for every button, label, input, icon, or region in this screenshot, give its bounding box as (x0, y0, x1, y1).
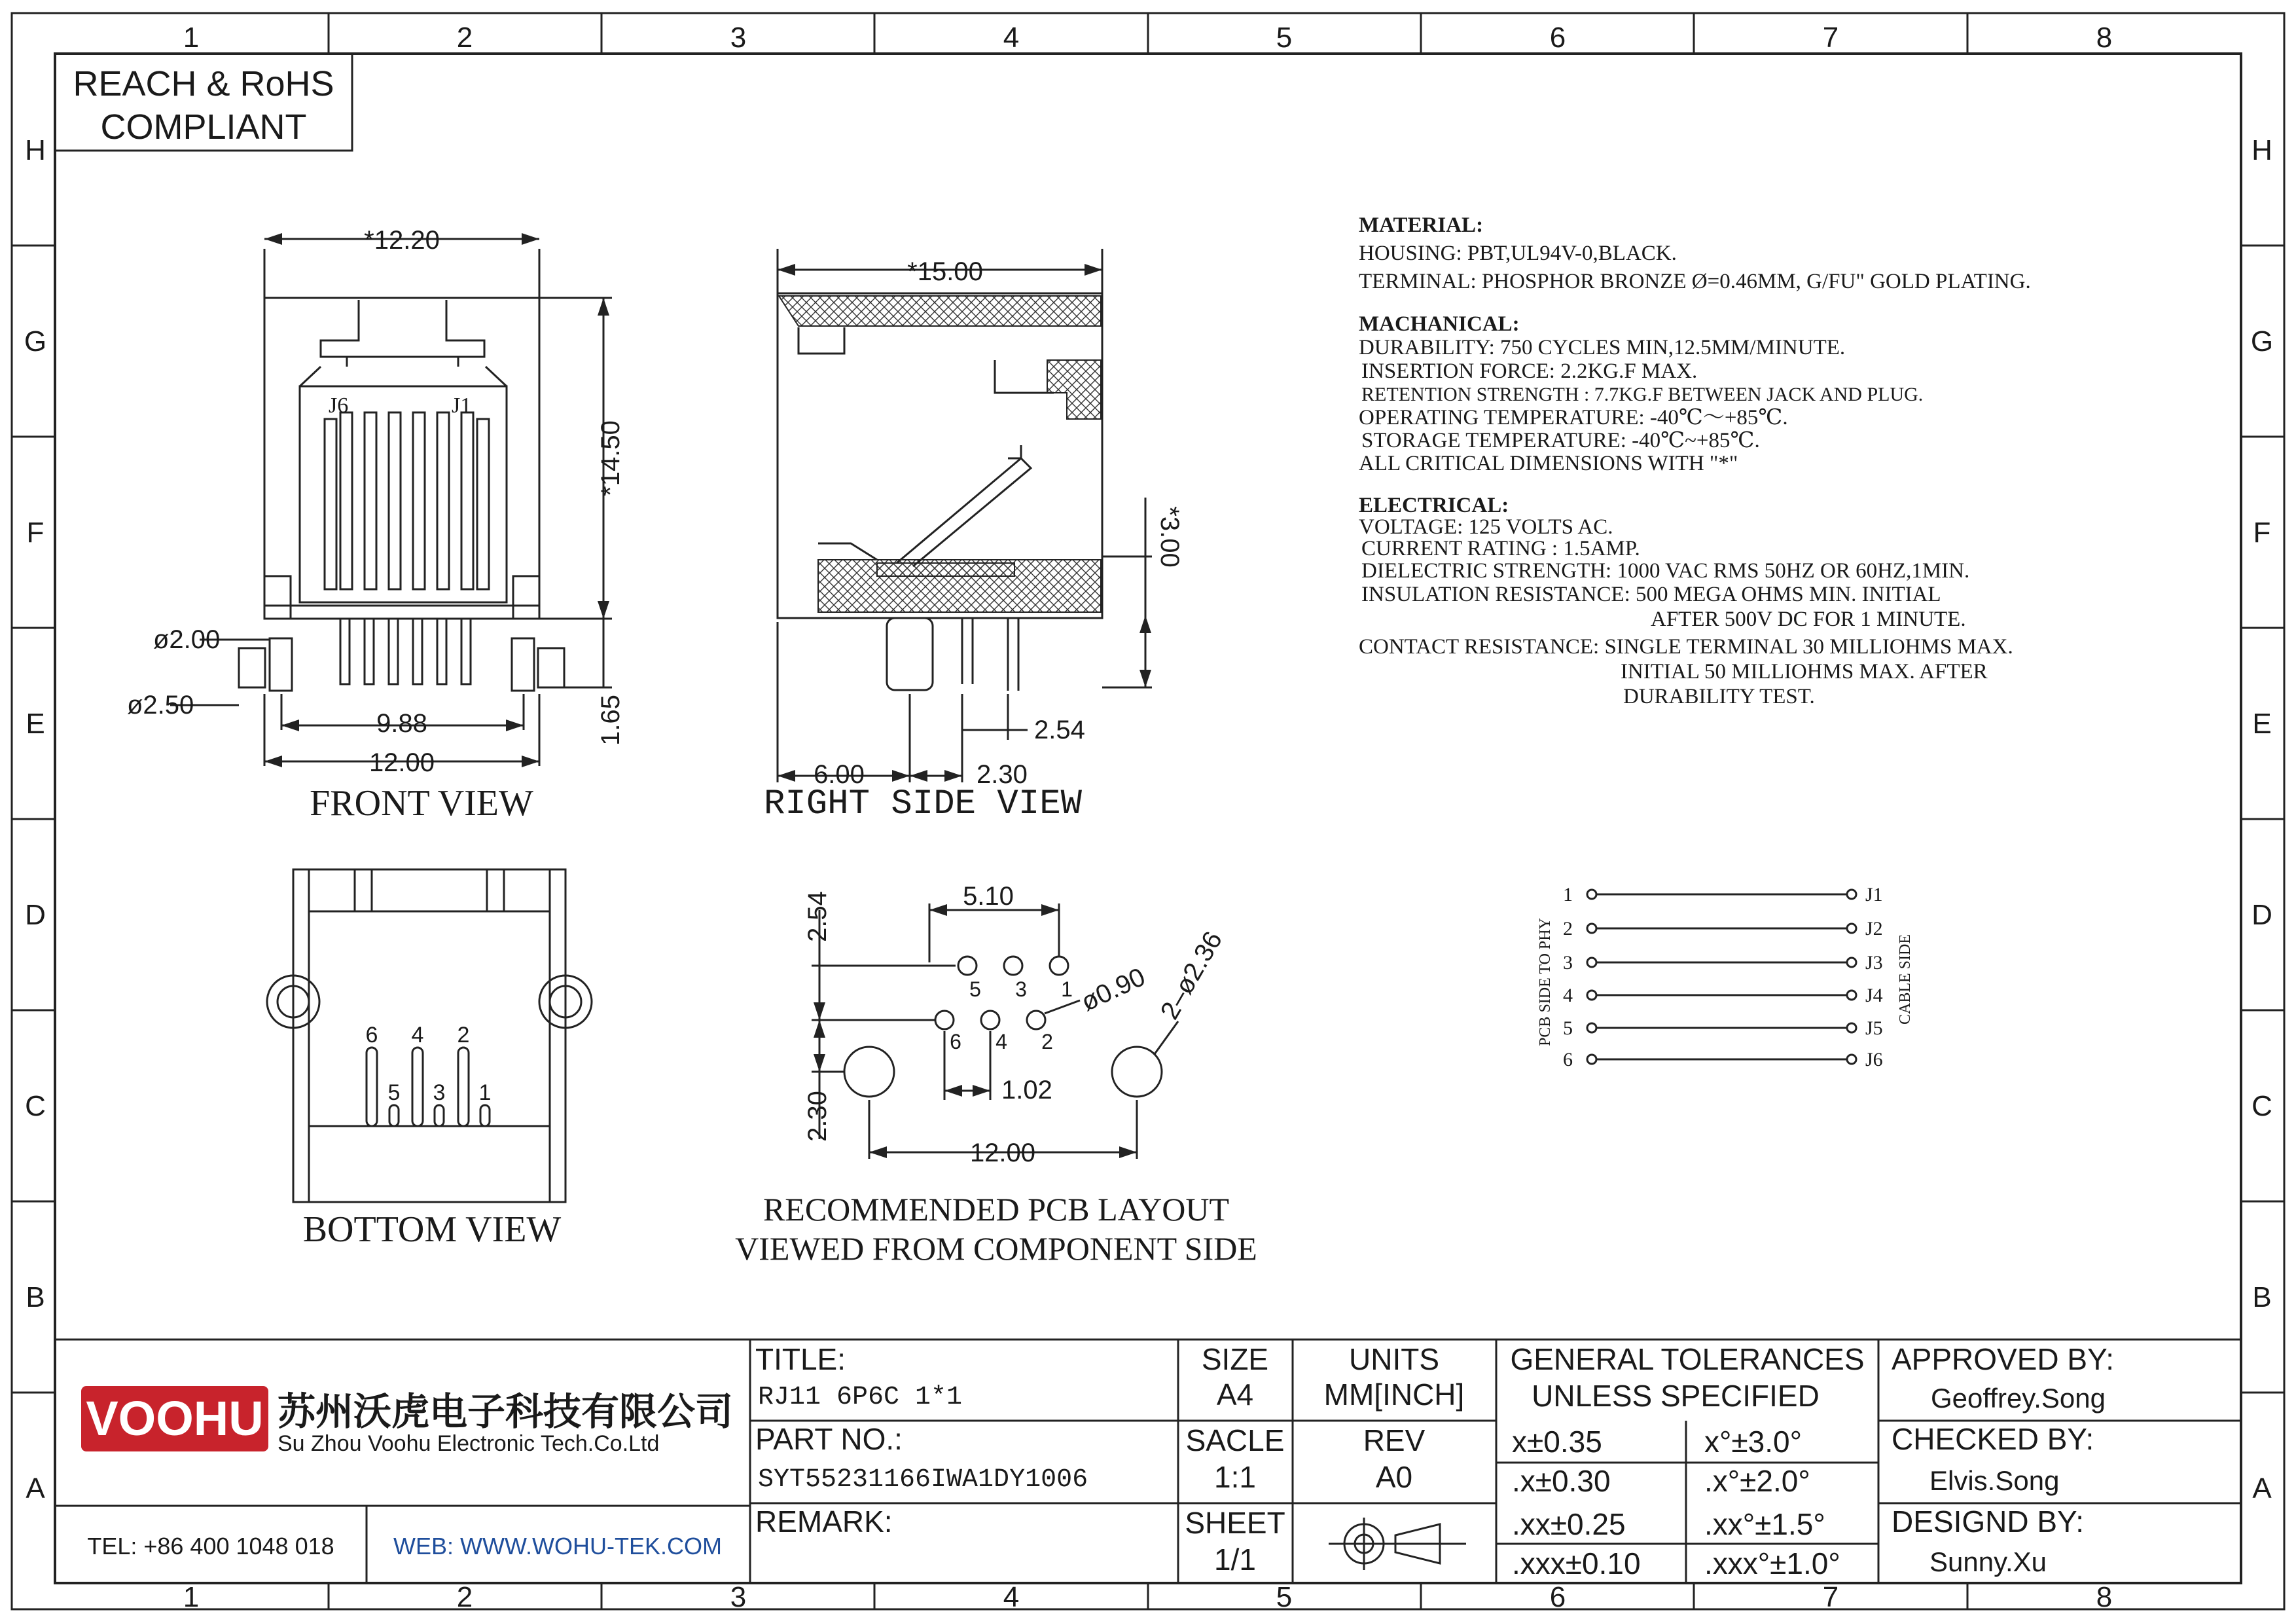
row-label: B (2252, 1281, 2272, 1313)
col-label: 7 (1822, 22, 1839, 54)
spec-line: RETENTION STRENGTH : 7.7KG.F BETWEEN JACK AND PLUG. (1361, 384, 1924, 405)
bottom-pin-label: 2 (457, 1023, 470, 1048)
company-logo-text: VOOHU (86, 1391, 264, 1446)
tol-heading2: UNLESS SPECIFIED (1532, 1379, 1820, 1413)
pcb-layout-title1: RECOMMENDED PCB LAYOUT (762, 1191, 1230, 1228)
side-dim-width: *15.00 (907, 257, 983, 286)
side-dim-b: 6.00 (814, 760, 865, 789)
spec-line: INSULATION RESISTANCE: 500 MEGA OHMS MIN. INITIAL (1361, 583, 1941, 606)
tol-linear: .x±0.30 (1512, 1464, 1611, 1498)
front-pin-left: J6 (329, 393, 349, 418)
designed-label: DESIGND BY: (1892, 1504, 2084, 1539)
front-dim-d1: ø2.00 (153, 625, 221, 654)
pcb-dim-mount: 2–ø2.36 (1155, 926, 1229, 1025)
wire-left-pin: 5 (1563, 1017, 1573, 1039)
pcb-dim-hole: ø0.90 (1077, 962, 1150, 1017)
row-label: G (24, 325, 47, 357)
tol-linear: .xx±0.25 (1512, 1507, 1626, 1541)
col-label: 2 (456, 1581, 473, 1613)
designed-value: Sunny.Xu (1929, 1546, 2047, 1577)
rev-value: A0 (1375, 1460, 1413, 1494)
spec-heading: MATERIAL: (1359, 213, 1484, 237)
wire-left-pin: 2 (1563, 918, 1573, 939)
sheet-label: SHEET (1185, 1506, 1285, 1540)
front-contacts (325, 412, 489, 684)
wire-right-label: CABLE SIDE (1897, 934, 1914, 1025)
wire-left-pin: 3 (1563, 952, 1573, 974)
row-label: C (2251, 1090, 2272, 1122)
spec-line: VOLTAGE: 125 VOLTS AC. (1359, 515, 1613, 539)
size-value: A4 (1216, 1377, 1254, 1412)
col-label: 1 (183, 1581, 200, 1613)
bottom-pin-label: 4 (411, 1023, 424, 1048)
tol-angular: .x°±2.0° (1704, 1464, 1810, 1498)
wire-left-pin: 4 (1563, 985, 1573, 1006)
projection-symbol-icon (1329, 1518, 1466, 1570)
compliance-line2: COMPLIANT (100, 107, 307, 147)
remark-label: REMARK: (755, 1504, 893, 1539)
checked-label: CHECKED BY: (1892, 1422, 2094, 1456)
row-label: A (2252, 1472, 2272, 1504)
front-dim-d2: ø2.50 (127, 691, 194, 720)
front-dim-width-bottom: 12.00 (368, 748, 435, 777)
checked-value: Elvis.Song (1929, 1465, 2060, 1496)
row-label: D (2251, 899, 2272, 931)
spec-line: INITIAL 50 MILLIOHMS MAX. AFTER (1621, 660, 1988, 684)
spec-heading: ELECTRICAL: (1359, 494, 1509, 517)
pcb-dim-v2: 2.30 (803, 1091, 832, 1142)
spec-line: INSERTION FORCE: 2.2KG.F MAX. (1361, 359, 1698, 383)
pcb-hole-label: 2 (1041, 1030, 1053, 1053)
col-label: 5 (1276, 1581, 1293, 1613)
col-label: 5 (1276, 22, 1293, 54)
row-label: H (2251, 134, 2272, 166)
spec-line: HOUSING: PBT,UL94V-0,BLACK. (1359, 242, 1677, 265)
wire-right-pin: J4 (1865, 985, 1883, 1006)
specifications (1359, 213, 2031, 708)
wire-left-pin: 6 (1563, 1049, 1573, 1070)
pcb-hole-label: 5 (969, 977, 981, 1001)
tol-heading1: GENERAL TOLERANCES (1510, 1342, 1865, 1376)
spec-line: TERMINAL: PHOSPHOR BRONZE Ø=0.46MM, G/FU" GOLD PLATING. (1359, 270, 2031, 293)
row-label: F (2253, 517, 2271, 549)
bottom-view-title: BOTTOM VIEW (302, 1209, 562, 1250)
part-label: PART NO.: (755, 1422, 903, 1456)
pcb-hole-label: 6 (950, 1030, 961, 1053)
wire-right-pin: J1 (1865, 884, 1883, 905)
col-label: 8 (2096, 22, 2113, 54)
wire-right-pin: J5 (1865, 1017, 1883, 1039)
bottom-pin-label: 5 (387, 1080, 401, 1105)
pcb-dim-width: 12.00 (969, 1139, 1036, 1167)
pcb-hole-label: 4 (996, 1030, 1007, 1053)
col-label: 8 (2096, 1581, 2113, 1613)
spec-line: AFTER 500V DC FOR 1 MINUTE. (1651, 608, 1966, 631)
row-label: C (25, 1090, 46, 1122)
approved-value: Geoffrey.Song (1931, 1383, 2106, 1413)
scale-value: 1:1 (1214, 1460, 1256, 1494)
col-label: 2 (456, 22, 473, 54)
col-label: 7 (1822, 1581, 1839, 1613)
row-label: E (26, 708, 45, 740)
row-label: E (2252, 708, 2272, 740)
pcb-hole-label: 3 (1015, 977, 1027, 1001)
scale-label: SACLE (1185, 1423, 1285, 1457)
company-logo (81, 1386, 268, 1451)
units-value: MM[INCH] (1323, 1377, 1465, 1412)
bottom-pin-label: 6 (365, 1023, 378, 1048)
side-view (764, 249, 1184, 824)
front-pin-right: J1 (452, 393, 472, 418)
col-label: 6 (1549, 22, 1566, 54)
pcb-layout (812, 903, 1178, 1159)
company-cn: 苏州沃虎电子科技有限公司 (278, 1391, 734, 1433)
size-label: SIZE (1201, 1342, 1269, 1376)
col-label: 4 (1003, 1581, 1020, 1613)
wire-right-pin: J2 (1865, 918, 1883, 939)
sheet-value: 1/1 (1214, 1542, 1256, 1577)
row-label: H (25, 134, 46, 166)
pcb-hole-label: 1 (1061, 977, 1073, 1001)
row-label: A (26, 1472, 45, 1504)
spec-heading: MACHANICAL: (1359, 312, 1520, 336)
pcb-layout-title2: VIEWED FROM COMPONENT SIDE (735, 1230, 1257, 1267)
tol-angular: .xxx°±1.0° (1704, 1546, 1840, 1580)
bottom-pin-label: 1 (478, 1080, 492, 1105)
spec-line: DURABILITY: 750 CYCLES MIN,12.5MM/MINUTE. (1359, 336, 1846, 359)
col-label: 4 (1003, 22, 1020, 54)
bottom-pin-label: 3 (433, 1080, 446, 1105)
front-dim-pitch: 9.88 (376, 709, 427, 738)
bottom-view (267, 869, 592, 1202)
row-label: F (26, 517, 45, 549)
pcb-dim-v1: 2.54 (803, 891, 832, 942)
spec-line: DIELECTRIC STRENGTH: 1000 VAC RMS 50HZ OR 60HZ,1MIN. (1361, 559, 1970, 583)
part-value: SYT55231166IWA1DY1006 (758, 1465, 1088, 1495)
spec-line: CONTACT RESISTANCE: SINGLE TERMINAL 30 MILLIOHMS MAX. (1359, 635, 2013, 659)
side-view-title: RIGHT SIDE VIEW (763, 784, 1083, 824)
tol-linear: .xxx±0.10 (1512, 1546, 1641, 1580)
row-label: B (26, 1281, 45, 1313)
pcb-dim-offset: 1.02 (1001, 1076, 1052, 1104)
front-dim-width: *12.20 (364, 226, 440, 255)
col-label: 3 (730, 1581, 747, 1613)
company-tel: TEL: +86 400 1048 018 (87, 1533, 334, 1559)
wire-right-pin: J3 (1865, 952, 1883, 974)
spec-line: CURRENT RATING : 1.5AMP. (1361, 537, 1640, 560)
wire-right-pin: J6 (1865, 1049, 1883, 1070)
col-label: 6 (1549, 1581, 1566, 1613)
company-en: Su Zhou Voohu Electronic Tech.Co.Ltd (278, 1431, 660, 1456)
wire-left-pin: 1 (1563, 884, 1573, 905)
tol-angular: x°±3.0° (1704, 1425, 1802, 1459)
col-label: 3 (730, 22, 747, 54)
wire-left-label: PCB SIDE TO PHY (1537, 918, 1554, 1046)
spec-line: STORAGE TEMPERATURE: -40℃~+85℃. (1361, 429, 1760, 452)
rev-label: REV (1363, 1423, 1426, 1457)
compliance-badge (55, 54, 352, 151)
front-view-title: FRONT VIEW (310, 783, 533, 824)
side-dim-height: *3.00 (1155, 506, 1184, 568)
front-view (170, 239, 612, 766)
col-label: 1 (183, 22, 200, 54)
front-dim-leg: 1.65 (596, 695, 625, 746)
spec-line: ALL CRITICAL DIMENSIONS WITH "*" (1359, 452, 1738, 475)
tol-angular: .xx°±1.5° (1704, 1507, 1825, 1541)
spec-line: OPERATING TEMPERATURE: -40℃～+85℃. (1359, 406, 1788, 429)
company-web: WEB: WWW.WOHU-TEK.COM (393, 1533, 722, 1559)
row-label: G (2250, 325, 2274, 357)
pcb-dim-pitch: 5.10 (963, 882, 1014, 911)
tol-linear: x±0.35 (1512, 1425, 1602, 1459)
approved-label: APPROVED BY: (1892, 1342, 2115, 1376)
wiring-diagram (1537, 884, 1914, 1070)
row-label: D (25, 899, 46, 931)
front-dim-height: *14.50 (596, 420, 625, 496)
title-value: RJ11 6P6C 1*1 (758, 1383, 963, 1412)
spec-line: DURABILITY TEST. (1623, 685, 1815, 708)
title-label: TITLE: (755, 1342, 846, 1376)
units-label: UNITS (1349, 1342, 1439, 1376)
side-dim-c: 2.30 (977, 760, 1028, 789)
side-dim-a: 2.54 (1034, 716, 1085, 744)
compliance-line1: REACH & RoHS (73, 64, 334, 103)
